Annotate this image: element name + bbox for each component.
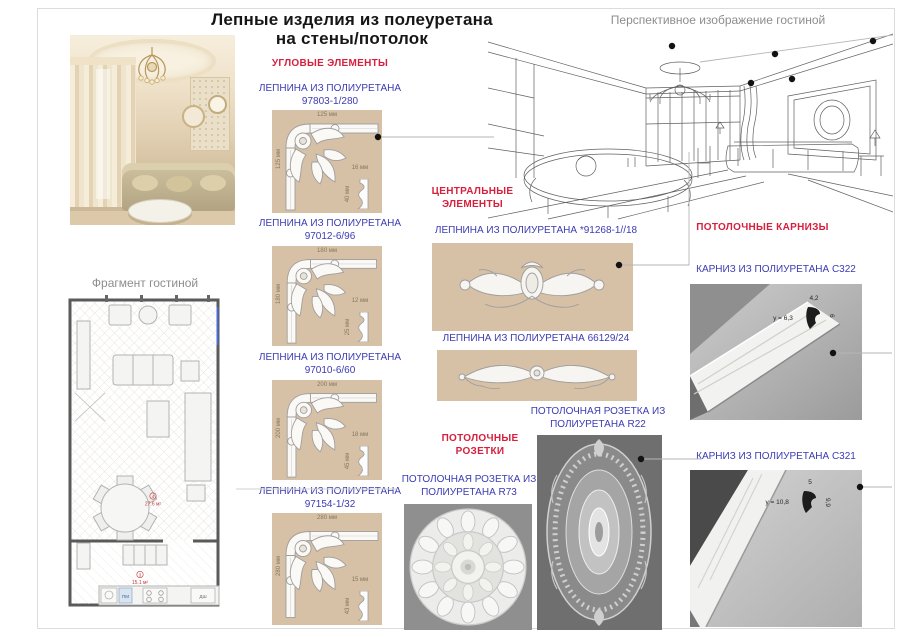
- item-code: 97154-1/32: [304, 498, 356, 510]
- photo-cushion: [132, 175, 158, 191]
- central-ornament-graphic: [437, 252, 627, 322]
- rosette-r22-image: [537, 435, 662, 630]
- label-line2: ПОЛИУРЕТАНА R73: [421, 486, 517, 498]
- corner-item-label: [255, 352, 405, 377]
- central-sample-66129: [437, 350, 637, 401]
- dim-right: 9,9: [824, 498, 832, 508]
- dim-top: 5: [808, 479, 812, 486]
- perspective-caption: Перспективное изображение гостиной: [610, 13, 826, 27]
- dim-left: у = 6,3: [773, 314, 793, 322]
- profile-height: 40 мм: [345, 186, 351, 203]
- profile-width: 16 мм: [351, 165, 369, 171]
- central-elements-heading: [420, 185, 525, 211]
- profile-section: [342, 432, 378, 476]
- plan-label-cupboard: ДШ: [199, 594, 207, 599]
- perspective-drawing: [488, 28, 893, 220]
- profile-width: 18 мм: [351, 432, 369, 438]
- dim-height: 200 мм: [276, 418, 282, 438]
- cornice-profile-glyph: [804, 305, 824, 331]
- cornice-c321-image: [690, 470, 862, 627]
- rosettes-heading: [420, 432, 540, 458]
- cornice-c321-graphic: [690, 470, 862, 627]
- plan-label-dishwasher: ПМ: [122, 594, 129, 599]
- page-title-line2: на стены/потолок: [275, 29, 429, 48]
- floor-plan-caption: Фрагмент гостиной: [91, 276, 199, 290]
- dim-height: 280 мм: [276, 556, 282, 577]
- rosette-r73-label: [395, 474, 543, 499]
- cornice-c322-graphic: [690, 284, 862, 420]
- corner-item-label: [255, 486, 405, 511]
- item-code: 97012-6/96: [304, 230, 356, 242]
- label-line2: ПОЛИУРЕТАНА R22: [550, 418, 646, 430]
- central-sample-91268: [432, 243, 633, 331]
- corner-sample-97803: [272, 110, 382, 213]
- photo-cushion: [200, 175, 226, 191]
- cornices-heading: ПОТОЛОЧНЫЕ КАРНИЗЫ: [696, 222, 829, 233]
- item-name: ЛЕПНИНА ИЗ ПОЛИУРЕТАНА: [258, 486, 402, 497]
- cornice-c322-image: [690, 284, 862, 420]
- heading-line1: ЦЕНТРАЛЬНЫЕ: [431, 186, 514, 197]
- central-item-label: ЛЕПНИНА ИЗ ПОЛИУРЕТАНА *91268-1//18: [434, 225, 638, 236]
- plan-room-kitchen-area: 15.1 м²: [131, 580, 149, 586]
- heading-line1: ПОТОЛОЧНЫЕ: [441, 433, 519, 444]
- dim-width: 280 мм: [317, 515, 337, 521]
- item-name: ЛЕПНИНА ИЗ ПОЛИУРЕТАНА: [258, 83, 402, 94]
- profile-glyph: [353, 312, 373, 342]
- heading-line2: ЭЛЕМЕНТЫ: [442, 199, 503, 210]
- rosette-r73-image: [404, 504, 532, 630]
- item-code: 97803-1/280: [301, 95, 359, 107]
- cornice-profile-glyph: [800, 489, 820, 515]
- dim-width: 125 мм: [317, 112, 337, 118]
- page-title-line1: Лепные изделия из полеуретана: [211, 10, 493, 29]
- photo-sheer-curtain: [96, 69, 110, 199]
- profile-height: 45 мм: [345, 453, 351, 470]
- dim-height: 180 мм: [276, 284, 282, 304]
- corner-sample-97012: [272, 246, 382, 346]
- profile-height: 25 мм: [345, 319, 351, 336]
- page-title: [202, 10, 502, 48]
- corner-elements-heading: УГЛОВЫЕ ЭЛЕМЕНТЫ: [271, 58, 389, 69]
- photo-wall-mirror: [182, 105, 205, 128]
- rosette-r22-graphic: [537, 435, 662, 630]
- profile-height: 43 мм: [345, 598, 351, 615]
- corner-item-label: [255, 83, 405, 108]
- cornice-c321-label: КАРНИЗ ИЗ ПОЛИУРЕТАНА С321: [696, 451, 856, 462]
- dim-width: 180 мм: [317, 248, 337, 254]
- label-line1: ПОТОЛОЧНАЯ РОЗЕТКА ИЗ: [530, 406, 666, 417]
- dim-top: 4,2: [809, 295, 819, 302]
- heading-line2: РОЗЕТКИ: [455, 446, 505, 457]
- plan-room-living-num: 4: [151, 494, 155, 499]
- profile-section: [342, 298, 378, 342]
- dim-height: 125 мм: [276, 149, 282, 170]
- profile-width: 12 мм: [351, 298, 369, 304]
- profile-section: [342, 165, 378, 209]
- dim-width: 200 мм: [317, 382, 337, 388]
- profile-glyph: [353, 179, 373, 209]
- profile-section: [342, 577, 378, 621]
- label-line1: ПОТОЛОЧНАЯ РОЗЕТКА ИЗ: [401, 474, 537, 485]
- plan-room-kitchen-num: 3: [138, 572, 142, 578]
- cornice-c322-label: КАРНИЗ ИЗ ПОЛИУРЕТАНА С322: [696, 264, 856, 275]
- photo-coffee-table: [128, 199, 192, 223]
- plan-room-living-area: 27.6 м²: [144, 501, 162, 508]
- corner-item-label: [255, 218, 405, 243]
- rosette-r73-graphic: [404, 504, 532, 630]
- cornice-c321-dimensions: [765, 479, 832, 522]
- profile-width: 15 мм: [351, 577, 369, 583]
- profile-glyph: [353, 591, 373, 621]
- cornice-c322-dimensions: [773, 295, 836, 338]
- profile-glyph: [353, 446, 373, 476]
- item-name: ЛЕПНИНА ИЗ ПОЛИУРЕТАНА: [258, 352, 402, 363]
- item-code: 97010-6/60: [304, 364, 356, 376]
- corner-sample-97154: [272, 513, 382, 625]
- floor-plan: [65, 293, 235, 633]
- rosette-r22-label: [523, 406, 673, 431]
- photo-cushion: [166, 176, 192, 192]
- central-ornament-graphic: [442, 355, 632, 395]
- interior-photo: [70, 35, 235, 225]
- corner-sample-97010: [272, 380, 382, 480]
- photo-wall-clock: [208, 95, 227, 114]
- dim-right: 6: [828, 314, 836, 318]
- dim-left: у = 10,8: [765, 498, 789, 506]
- item-name: ЛЕПНИНА ИЗ ПОЛИУРЕТАНА: [258, 218, 402, 229]
- central-item-label: ЛЕПНИНА ИЗ ПОЛИУРЕТАНА 66129/24: [442, 333, 630, 344]
